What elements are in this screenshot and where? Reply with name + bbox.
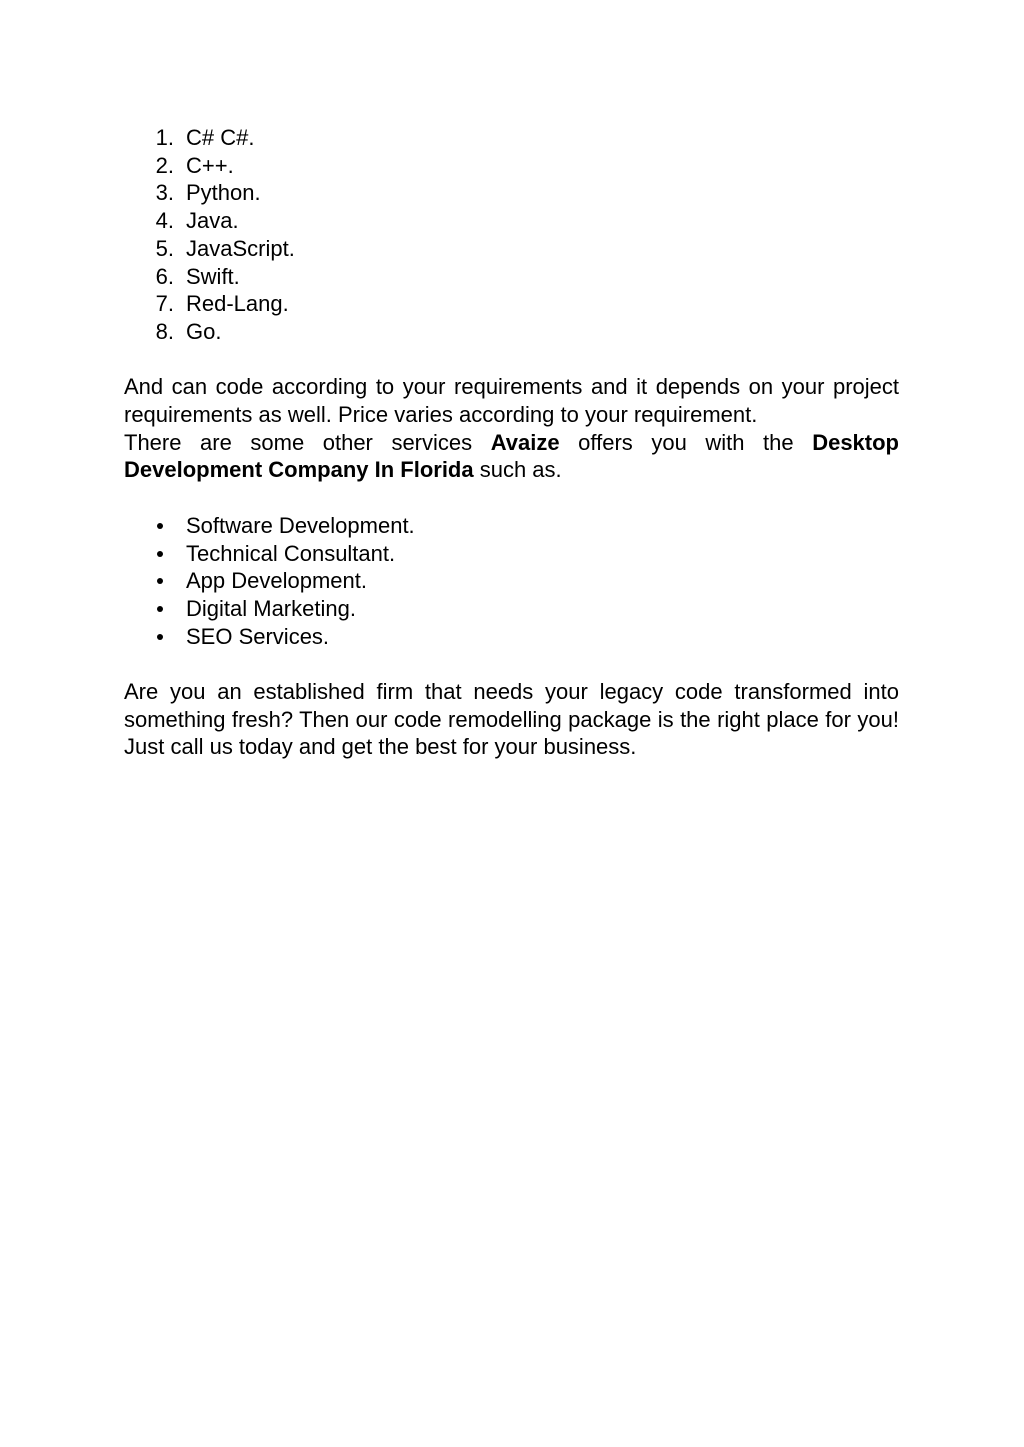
list-item-text: Go. [186, 318, 222, 344]
list-item-text: Red-Lang. [186, 291, 289, 317]
paragraph-services-intro [124, 429, 899, 484]
spacer [124, 484, 899, 512]
list-number: 5. [155, 235, 174, 261]
brand-name: Avaize [490, 429, 560, 455]
list-item [124, 152, 899, 180]
list-item-text: App Development. [186, 568, 367, 594]
list-item-text: Software Development. [186, 512, 415, 538]
list-item-text: Digital Marketing. [186, 595, 356, 621]
text-run: such as. [473, 457, 562, 483]
list-item-text: Python. [186, 180, 261, 206]
service-keyword: Desktop Development Company In Florida [124, 429, 899, 483]
services-list [124, 512, 899, 651]
text-run: There are some other services [124, 429, 491, 455]
bullet-icon [157, 634, 163, 640]
list-item-text: C# C#. [186, 125, 255, 150]
list-number: 4. [155, 208, 174, 234]
list-item-text: JavaScript. [186, 235, 295, 261]
list-item [124, 235, 899, 263]
list-item [124, 179, 899, 207]
list-number: 1. [155, 125, 174, 150]
bullet-icon [157, 523, 163, 529]
list-item-text: Swift. [186, 263, 240, 289]
bullet-icon [157, 606, 163, 612]
text-run: offers you with the [559, 429, 813, 455]
spacer [124, 346, 899, 374]
languages-list [124, 124, 899, 346]
list-item [124, 290, 899, 318]
list-item [124, 540, 899, 568]
list-number: 6. [155, 263, 174, 289]
list-number: 8. [155, 318, 174, 344]
list-item [124, 595, 899, 623]
list-item [124, 207, 899, 235]
paragraph-requirements: And can code according to your requirements and it depends on your project requirements as well. Price varies according to your requirement. [124, 374, 899, 428]
list-item-text: C++. [186, 152, 234, 178]
list-number: 7. [155, 291, 174, 317]
paragraph-call-to-action: Are you an established firm that needs your legacy code transformed into something fresh? Then our code remodelling package is the right place for you! Just call us today and get the best for your business. [124, 679, 899, 760]
list-item [124, 567, 899, 595]
list-item [124, 318, 899, 346]
list-item [124, 124, 899, 152]
list-number: 2. [155, 152, 174, 178]
bullet-icon [157, 551, 163, 557]
list-item [124, 263, 899, 291]
list-item [124, 623, 899, 651]
list-item-text: Java. [186, 208, 239, 234]
bullet-icon [157, 578, 163, 584]
spacer [124, 650, 899, 678]
list-item [124, 512, 899, 540]
list-number: 3. [155, 180, 174, 206]
list-item-text: SEO Services. [186, 623, 330, 649]
list-item-text: Technical Consultant. [186, 540, 396, 566]
document-page [124, 124, 899, 761]
